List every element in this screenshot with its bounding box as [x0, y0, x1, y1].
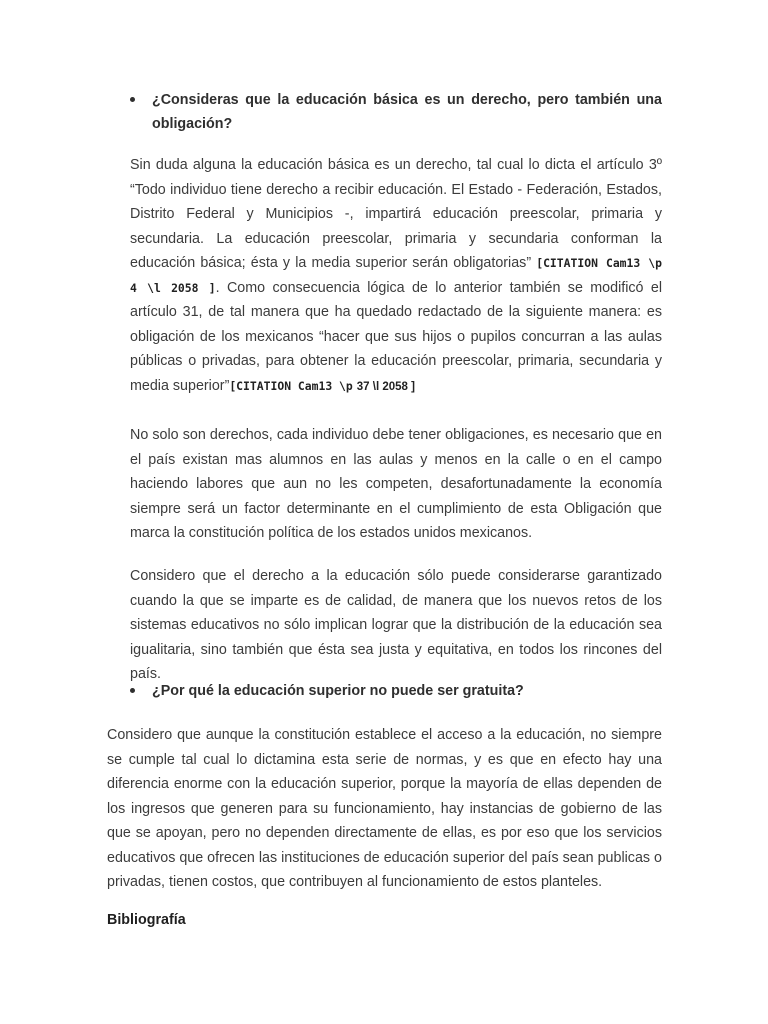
paragraph-obligations: No solo son derechos, cada individuo debe tener obligaciones, es necesario que en el país existan mas alumnos en las aulas y menos en la calle o en el campo haciendo labores que aun no les competen, desafortunadamente la economía siempre será un factor determinante en el cumplimiento de esta Obligación que marca la constitución política de los estados unidos mexicanos. — [130, 427, 662, 541]
bullet-question-1-text: ¿Consideras que la educación básica es un derecho, pero también una obligación? — [152, 92, 662, 132]
bullet-question-2 — [130, 679, 662, 703]
citation-field-continued: 37 \l 2058 ] — [356, 380, 415, 393]
bullet-dot — [130, 688, 135, 693]
paragraph-text: Sin duda alguna la educación básica es un derecho, tal cual lo dicta el artículo 3º “Todo individuo tiene derecho a recibir educación. El Estado - Federación, Estados, Distrito Federal y Municipios -, impartirá educación preescolar, primaria y secundaria. La educación preescolar, primaria y secundaria conforman la educación básica; ésta y la media superior serán obligatorias” — [130, 157, 662, 271]
bibliography-heading: Bibliografía — [107, 912, 186, 928]
paragraph-text-continued: . Como consecuencia lógica de lo anterior también se modificó el artículo 31, de tal manera que ha quedado redactado de la siguiente manera: es obligación de los mexicanos “hacer que sus hijos o pupilos concurran a las aulas públicas o privadas, para obtener la educación preescolar, primaria, secundaria y media superior” — [130, 279, 663, 394]
citation-field: [CITATION Cam13 \p — [229, 378, 353, 393]
paragraph-quality-education: Considero que el derecho a la educación sólo puede considerarse garantizado cuando la que se imparte es de calidad, de manera que los nuevos retos de los sistemas educativos no sólo implican lograr que la distribución de la educación sea igualitaria, sino también que ésta sea justa y equitativa, en todos los rincones del país. — [130, 568, 662, 682]
bullet-question-2-text: ¿Por qué la educación superior no puede ser gratuita? — [152, 683, 524, 699]
bullet-dot — [130, 97, 135, 102]
paragraph-basic-education-right — [130, 153, 662, 399]
bullet-question-1 — [130, 88, 662, 136]
paragraph-higher-education-costs: Considero que aunque la constitución establece el acceso a la educación, no siempre se cumple tal cual lo dictamina esta serie de normas, y es que en efecto hay una diferencia enorme con la educación superior, porque la mayoría de ellas dependen de los ingresos que generen para su funcionamiento, hay instancias de gobierno de las que se apoyan, pero no dependen directamente de ellas, es por eso que los servicios educativos que ofrecen las instituciones de educación superior del país sean publicas o privadas, tienen costos, que contribuyen al funcionamiento de estos planteles. — [107, 727, 662, 890]
citation-field: [CITATION Cam13 \p 4 \l 2058 ] — [130, 256, 662, 295]
